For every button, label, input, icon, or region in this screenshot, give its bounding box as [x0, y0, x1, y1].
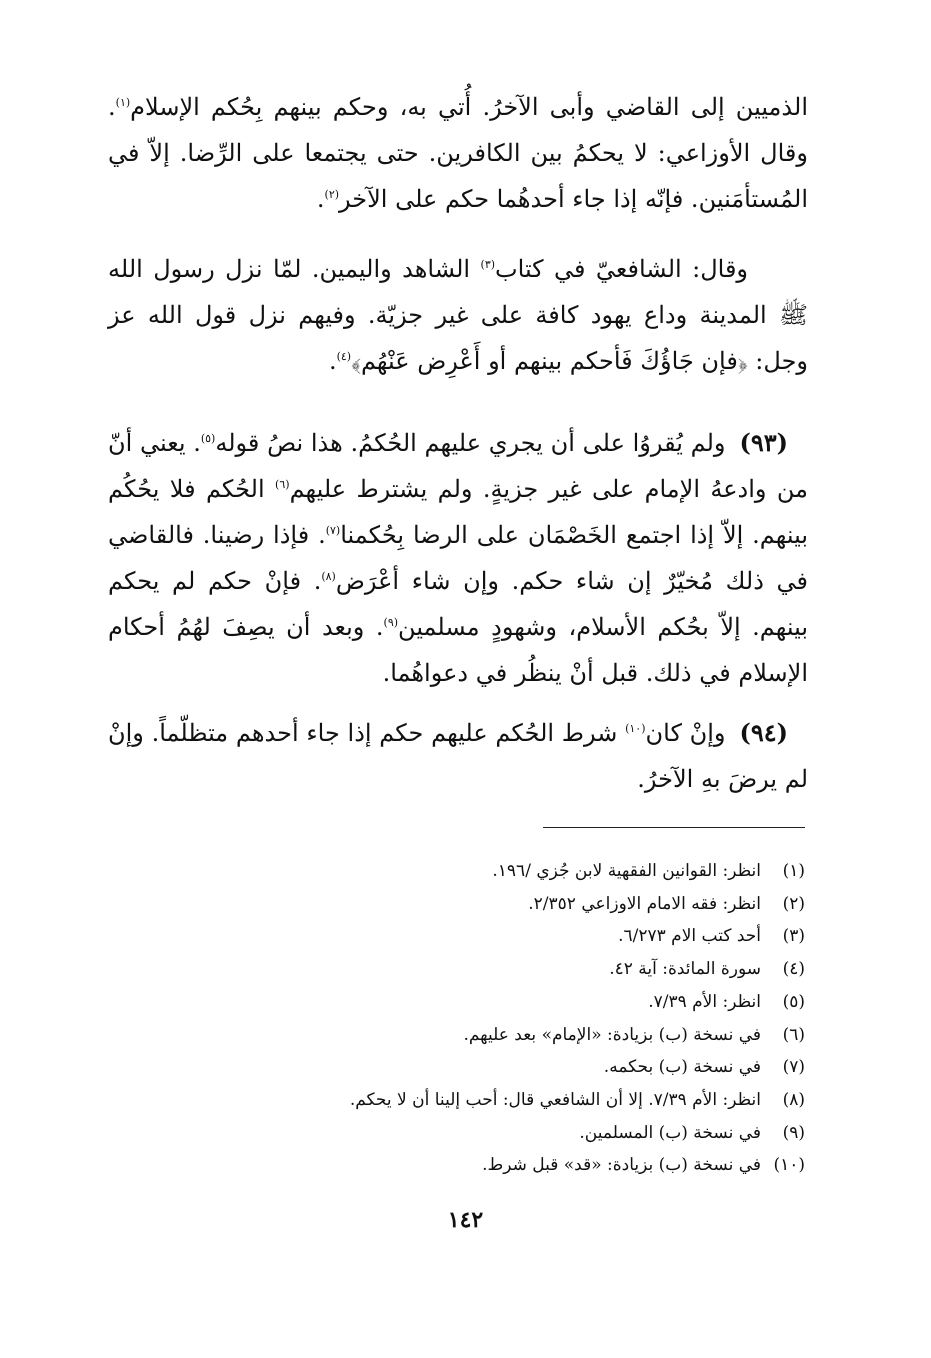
footnote-ref: (٧) [325, 524, 341, 537]
footnote [290, 920, 805, 953]
footnote-text: في نسخة (ب) بحكمه. [603, 1057, 761, 1078]
paragraph-text: وقال: الشافعيّ في كتاب [495, 255, 749, 283]
footnote [290, 888, 805, 921]
footnote-text: في نسخة (ب) بزيادة: «الإمام» بعد عليهم. [463, 1024, 761, 1045]
footnote-divider [543, 827, 805, 828]
footnote-number: (٩) [782, 1122, 805, 1143]
footnote-ref: (٩) [383, 616, 399, 629]
footnote-text: أحد كتب الام ٦/٢٧٣. [618, 926, 761, 947]
paragraph-text: . يعني أنّ من وادعهُ الإمام على غير جزيةٍ. ولم يشترط عليهم [108, 429, 809, 503]
footnote [290, 855, 805, 888]
footnote [290, 1019, 805, 1052]
footnote-number: (٧) [782, 1057, 805, 1078]
footnote [290, 1149, 805, 1182]
footnotes [290, 855, 805, 1182]
punctuation: . [328, 347, 337, 375]
footnote-text: انظر: القوانين الفقهية لابن جُزي /١٩٦. [492, 861, 761, 881]
footnote [290, 1051, 805, 1084]
footnote-text: سورة المائدة: آية ٤٢. [609, 959, 761, 980]
footnote-ref: (٢) [324, 188, 340, 201]
footnote-number: (١) [782, 861, 805, 881]
paragraph-93 [108, 420, 808, 696]
section-number: (٩٤) [739, 718, 788, 747]
paragraph-text: . وبعد أن يصِفَ لهُمُ أحكام الإسلام في ذلك. قبل أنْ ينظُر في دعواهُما. [108, 613, 808, 687]
footnote-number: (٤) [782, 959, 805, 980]
footnote-ref: (٤) [336, 350, 352, 363]
footnote [290, 1084, 805, 1117]
footnote-ref: (٦) [275, 478, 290, 491]
footnote-number: (٣) [782, 926, 805, 947]
paragraph-1 [108, 84, 808, 222]
paragraph-text: . فإذا رضينا. فالقاضي في ذلك مُخيّرٌ إن شاء حكم. وإن شاء أعْرَض [108, 521, 808, 595]
paragraph-text: . فإنْ حكم لم يحكم بينهم. إلاّ بحُكم الأسلام، وشهودٍ مسلمين [108, 567, 809, 641]
footnote-number: (١٠) [773, 1155, 805, 1176]
paragraph-text: شرط الحُكم عليهم حكم إذا جاء أحدهم متظلّماً. وإنْ لم يرضَ بهِ الآخرُ. [108, 719, 808, 793]
page-number: ١٤٢ [447, 1207, 484, 1233]
footnote-ref: (١) [115, 96, 131, 109]
footnote-ref: (١٠) [625, 722, 646, 735]
footnote-ref: (٥) [200, 432, 216, 445]
footnote-text: انظر: فقه الامام الاوزاعي ٢/٣٥٢. [528, 893, 761, 914]
paragraph-text: وإنْ كان [645, 719, 726, 747]
paragraph-text: ولم يُقروُا على أن يجري عليهم الحُكمُ. هذا نصُ قوله [215, 429, 726, 457]
footnote-text: في نسخة (ب) بزيادة: «قد» قبل شرط. [482, 1155, 761, 1176]
section-number: (٩٣) [739, 428, 789, 457]
footnote-text: انظر: الأم ٧/٣٩. إلا أن الشافعي قال: أحب إلينا أن لا يحكم. [349, 1089, 761, 1110]
footnote [290, 1117, 805, 1150]
footnote-number: (٦) [782, 1024, 805, 1045]
footnote-number: (٥) [782, 991, 805, 1012]
footnote-number: (٢) [782, 893, 805, 914]
paragraph-94 [108, 710, 808, 802]
paragraph-text: الحُكم فلا يحُكُم بينهم. إلاّ إذا اجتمع الخَصْمَان على الرضا بِحُكمنا [108, 475, 809, 549]
footnote-text: انظر: الأم ٧/٣٩. [648, 991, 761, 1012]
punctuation: . [316, 185, 325, 213]
footnote-ref: (٣) [480, 258, 496, 271]
footnote-text: في نسخة (ب) المسلمين. [579, 1122, 761, 1143]
paragraph-text: الشاهد واليمين. لمّا نزل رسول الله ﷺ المدينة وداع يهود كافة على غير جزيّة. وفيهم نزل قول الله عز وجل: ﴿فإن جَاؤُكَ فَأحكم بينهم أو أَعْرِض عَنْهُم﴾ [108, 255, 808, 375]
paragraph-text: . وقال الأوزاعي: لا يحكمُ بين الكافرين. حتى يجتمعا على الرِّضا. إلاّ في المُستأمَنين. فإنّه إذا جاء أحدهُما حكم على الآخر [108, 93, 808, 213]
footnote [290, 986, 805, 1019]
footnote-ref: (٨) [321, 570, 336, 583]
footnote [290, 953, 805, 986]
footnote-number: (٨) [782, 1089, 805, 1110]
paragraph-2 [108, 246, 808, 384]
paragraph-text: الذميين إلى القاضي وأبى الآخرُ. أُتي به، وحكم بينهم بِحُكم الإسلام [130, 93, 808, 121]
